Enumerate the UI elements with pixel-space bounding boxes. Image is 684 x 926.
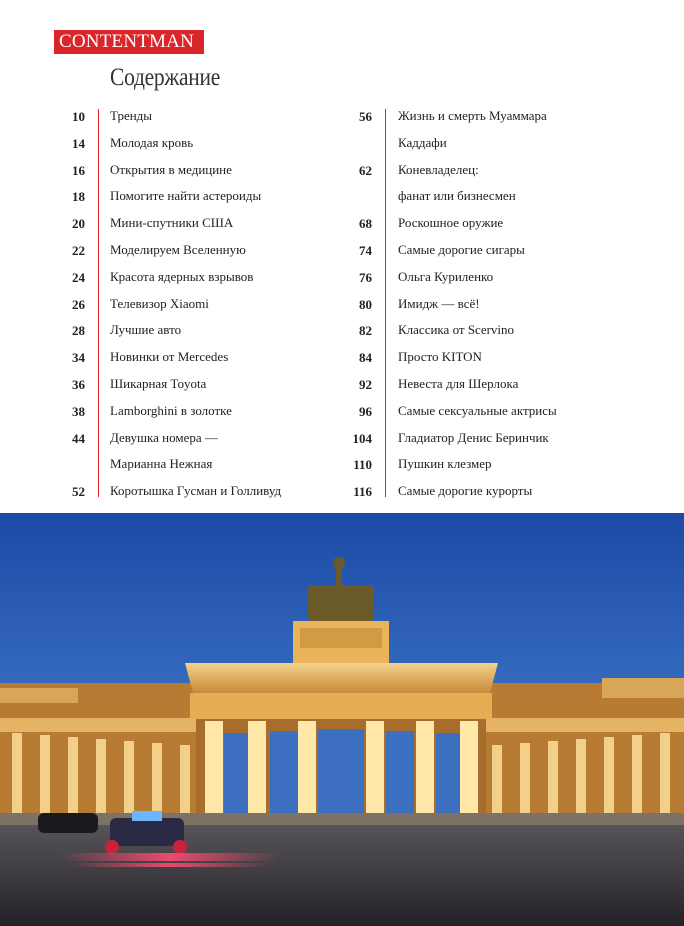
toc-page-number: 26 <box>72 296 85 312</box>
brand-logo-part2: MAN <box>149 31 194 52</box>
toc-entry <box>54 477 344 504</box>
toc-title: Открытия в медицине <box>110 161 232 177</box>
toc-page-number: 56 <box>359 109 372 124</box>
page-title: Содержание <box>110 64 221 91</box>
toc-title: Коротышка Гусман и Голливуд <box>110 483 282 499</box>
toc-title: Lamborghini в золотке <box>110 402 232 418</box>
toc-page-number: 96 <box>359 403 372 419</box>
toc-entry <box>342 450 662 477</box>
toc-entry <box>54 129 344 156</box>
toc-page-number: 38 <box>72 403 85 419</box>
toc-title: Жизнь и смерть Муаммара <box>398 108 547 123</box>
toc-entry <box>342 397 662 424</box>
toc-title: Лучшие авто <box>110 322 182 338</box>
toc-title: Моделируем Вселенную <box>110 241 246 257</box>
toc-entry <box>342 370 662 397</box>
toc-title: Роскошное оружие <box>398 215 504 231</box>
toc-page-number: 24 <box>72 269 85 285</box>
toc-title: Самые дорогие сигары <box>398 241 525 257</box>
toc-page-number: 34 <box>72 350 85 366</box>
toc-title: Марианна Нежная <box>110 456 213 472</box>
toc-page-number: 116 <box>353 484 372 500</box>
toc-entry <box>54 397 344 424</box>
brandenburg-gate-photo <box>0 513 684 926</box>
toc-entry <box>54 290 344 317</box>
toc-page-number: 28 <box>72 323 85 339</box>
toc-title: Классика от Scervino <box>398 322 515 338</box>
toc-title: Невеста для Шерлока <box>398 375 519 391</box>
toc-title: Коневладелец: <box>398 161 479 177</box>
toc-title: Новинки от Mercedes <box>110 349 229 365</box>
toc-title: Девушка номера — <box>110 429 218 445</box>
toc-page-number: 68 <box>359 216 372 232</box>
toc-page-number: 36 <box>72 376 85 392</box>
toc-title: Красота ядерных взрывов <box>110 268 254 284</box>
toc-entry <box>54 102 344 129</box>
toc-entry <box>342 236 662 263</box>
toc-page-number: 76 <box>359 269 372 285</box>
toc-title: Телевизор Xiaomi <box>110 295 209 311</box>
toc-title: Молодая кровь <box>110 134 194 150</box>
toc-title: Пушкин клезмер <box>398 456 492 472</box>
toc-entry <box>54 343 344 370</box>
toc-page-number: 18 <box>72 189 85 205</box>
toc-page-number: 44 <box>72 430 85 446</box>
toc-title: Ольга Куриленко <box>398 268 494 284</box>
brand-logo-part1: CONTENT <box>59 31 150 52</box>
toc-entry <box>54 316 344 343</box>
toc-title: Помогите найти астероиды <box>110 188 262 204</box>
toc-entry <box>54 450 344 477</box>
toc-title: Тренды <box>110 108 153 123</box>
toc-title: Мини-спутники США <box>110 215 234 231</box>
toc-page-number: 14 <box>72 135 85 151</box>
toc-page-number: 22 <box>72 242 85 258</box>
toc-title: Просто KITON <box>398 349 482 365</box>
toc-entry <box>342 156 662 183</box>
toc-entry <box>54 263 344 290</box>
toc-entry <box>342 424 662 451</box>
toc-page-number: 16 <box>72 162 85 178</box>
toc-entry <box>54 209 344 236</box>
toc-title: Самые сексуальные актрисы <box>398 402 557 418</box>
toc-entry <box>54 236 344 263</box>
brand-logo <box>54 30 204 54</box>
toc-entry <box>54 424 344 451</box>
toc-right-column <box>342 102 662 504</box>
toc-page-number: 84 <box>359 350 372 366</box>
toc-entry <box>342 477 662 504</box>
toc-entry <box>54 156 344 183</box>
toc-title: Имидж — всё! <box>398 295 480 311</box>
toc-title: Самые дорогие курорты <box>398 483 533 499</box>
toc-left-column <box>54 102 344 504</box>
toc-entry <box>342 102 662 129</box>
toc-entry <box>342 209 662 236</box>
toc-entry <box>342 182 662 209</box>
toc-entry <box>342 129 662 156</box>
toc-entry <box>342 290 662 317</box>
toc-page-number: 80 <box>359 296 372 312</box>
toc-entry <box>54 182 344 209</box>
toc-page-number: 110 <box>353 457 372 473</box>
toc-entry <box>342 343 662 370</box>
toc-page-number: 74 <box>359 242 372 258</box>
toc-page-number: 10 <box>72 109 85 124</box>
toc-page-number: 92 <box>359 376 372 392</box>
toc-page-number: 52 <box>72 484 85 500</box>
toc-page-number: 62 <box>359 162 372 178</box>
toc-title: Каддафи <box>398 134 447 150</box>
toc-entry <box>342 316 662 343</box>
toc-entry <box>342 263 662 290</box>
toc-page-number: 20 <box>72 216 85 232</box>
toc-title: фанат или бизнесмен <box>398 188 516 204</box>
toc-page-number: 104 <box>352 430 372 446</box>
toc-page-number: 82 <box>359 323 372 339</box>
toc-title: Гладиатор Денис Беринчик <box>398 429 549 445</box>
toc-entry <box>54 370 344 397</box>
toc-title: Шикарная Toyota <box>110 375 207 391</box>
